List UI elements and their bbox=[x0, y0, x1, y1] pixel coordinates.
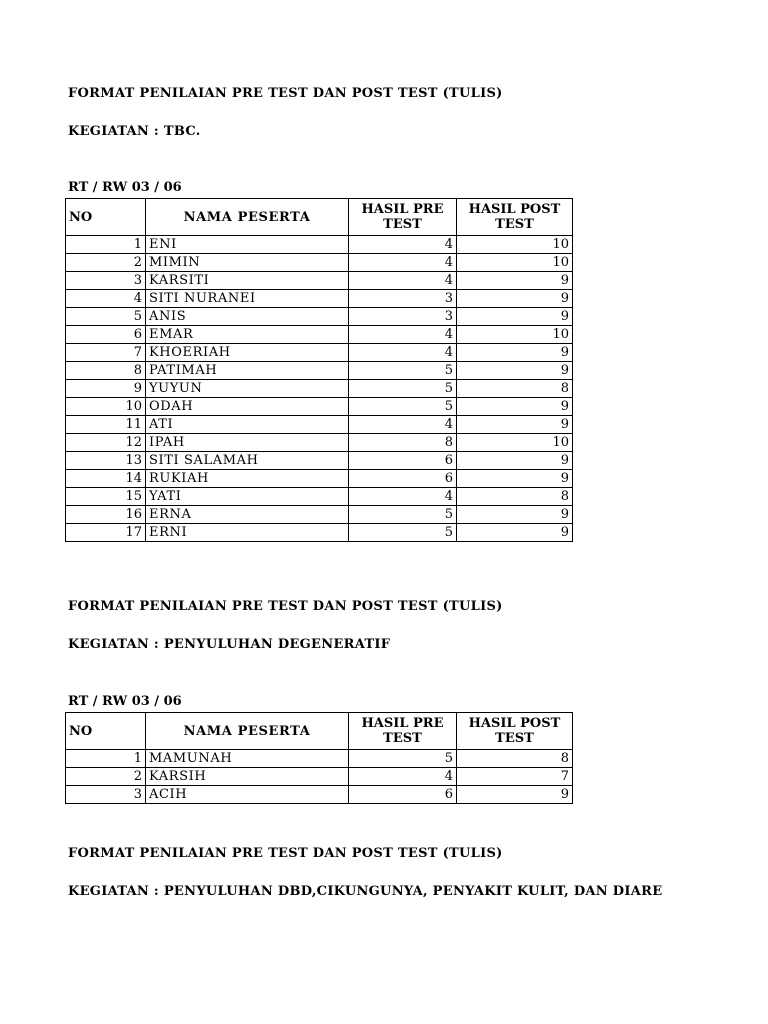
cell-hasil-pre-test: 5 bbox=[349, 398, 457, 416]
cell-nama-peserta: KARSIH bbox=[146, 768, 349, 786]
cell-no: 16 bbox=[66, 506, 146, 524]
cell-no: 12 bbox=[66, 434, 146, 452]
header-no: NO bbox=[66, 199, 146, 236]
cell-nama-peserta: MIMIN bbox=[146, 254, 349, 272]
header-nama-peserta: NAMA PESERTA bbox=[146, 199, 349, 236]
table-row bbox=[66, 506, 573, 524]
cell-hasil-post-test: 9 bbox=[457, 786, 573, 804]
cell-nama-peserta: MAMUNAH bbox=[146, 750, 349, 768]
header-hasil-pre-test: HASIL PRE TEST bbox=[349, 199, 457, 236]
cell-hasil-post-test: 9 bbox=[457, 290, 573, 308]
cell-no: 17 bbox=[66, 524, 146, 542]
table-row bbox=[66, 768, 573, 786]
header-hasil-pre-test: HASIL PRE TEST bbox=[349, 713, 457, 750]
cell-nama-peserta: SITI NURANEI bbox=[146, 290, 349, 308]
cell-hasil-pre-test: 4 bbox=[349, 344, 457, 362]
cell-hasil-pre-test: 6 bbox=[349, 786, 457, 804]
cell-no: 1 bbox=[66, 750, 146, 768]
header-hasil-post-test: HASIL POST TEST bbox=[457, 199, 573, 236]
section-2-kegiatan: KEGIATAN : PENYULUHAN DEGENERATIF bbox=[68, 637, 391, 652]
table-row bbox=[66, 362, 573, 380]
cell-hasil-pre-test: 4 bbox=[349, 488, 457, 506]
table-row bbox=[66, 308, 573, 326]
cell-no: 14 bbox=[66, 470, 146, 488]
cell-hasil-pre-test: 4 bbox=[349, 254, 457, 272]
cell-hasil-post-test: 8 bbox=[457, 750, 573, 768]
cell-no: 8 bbox=[66, 362, 146, 380]
cell-hasil-pre-test: 5 bbox=[349, 750, 457, 768]
cell-hasil-pre-test: 3 bbox=[349, 308, 457, 326]
cell-nama-peserta: ENI bbox=[146, 236, 349, 254]
cell-hasil-post-test: 9 bbox=[457, 416, 573, 434]
cell-nama-peserta: YATI bbox=[146, 488, 349, 506]
cell-hasil-post-test: 9 bbox=[457, 452, 573, 470]
cell-no: 3 bbox=[66, 786, 146, 804]
cell-nama-peserta: ERNA bbox=[146, 506, 349, 524]
cell-nama-peserta: IPAH bbox=[146, 434, 349, 452]
table-row bbox=[66, 750, 573, 768]
cell-nama-peserta: PATIMAH bbox=[146, 362, 349, 380]
cell-nama-peserta: YUYUN bbox=[146, 380, 349, 398]
cell-hasil-post-test: 10 bbox=[457, 236, 573, 254]
cell-nama-peserta: EMAR bbox=[146, 326, 349, 344]
cell-no: 5 bbox=[66, 308, 146, 326]
cell-hasil-post-test: 9 bbox=[457, 398, 573, 416]
section-2-title: FORMAT PENILAIAN PRE TEST DAN POST TEST (TULIS) bbox=[68, 599, 503, 614]
table-row bbox=[66, 236, 573, 254]
cell-hasil-pre-test: 4 bbox=[349, 326, 457, 344]
cell-no: 2 bbox=[66, 254, 146, 272]
table-row bbox=[66, 290, 573, 308]
cell-hasil-pre-test: 4 bbox=[349, 416, 457, 434]
table-row bbox=[66, 786, 573, 804]
section-1-score-table bbox=[65, 198, 573, 542]
cell-hasil-post-test: 9 bbox=[457, 344, 573, 362]
section-2-rt-rw: RT / RW 03 / 06 bbox=[68, 694, 182, 709]
cell-no: 7 bbox=[66, 344, 146, 362]
cell-hasil-post-test: 10 bbox=[457, 434, 573, 452]
cell-no: 13 bbox=[66, 452, 146, 470]
cell-nama-peserta: ACIH bbox=[146, 786, 349, 804]
cell-nama-peserta: KARSITI bbox=[146, 272, 349, 290]
cell-hasil-pre-test: 6 bbox=[349, 452, 457, 470]
cell-no: 9 bbox=[66, 380, 146, 398]
cell-hasil-pre-test: 4 bbox=[349, 768, 457, 786]
table-row bbox=[66, 380, 573, 398]
table-header-row bbox=[66, 199, 573, 236]
header-nama-peserta: NAMA PESERTA bbox=[146, 713, 349, 750]
table-row bbox=[66, 452, 573, 470]
table-row bbox=[66, 398, 573, 416]
cell-no: 15 bbox=[66, 488, 146, 506]
cell-hasil-pre-test: 3 bbox=[349, 290, 457, 308]
cell-hasil-pre-test: 8 bbox=[349, 434, 457, 452]
section-3-title: FORMAT PENILAIAN PRE TEST DAN POST TEST (TULIS) bbox=[68, 846, 503, 861]
cell-no: 1 bbox=[66, 236, 146, 254]
header-no: NO bbox=[66, 713, 146, 750]
cell-no: 11 bbox=[66, 416, 146, 434]
cell-hasil-post-test: 10 bbox=[457, 254, 573, 272]
cell-nama-peserta: KHOERIAH bbox=[146, 344, 349, 362]
table-row bbox=[66, 524, 573, 542]
section-1-kegiatan: KEGIATAN : TBC. bbox=[68, 124, 201, 139]
cell-no: 3 bbox=[66, 272, 146, 290]
section-3-kegiatan: KEGIATAN : PENYULUHAN DBD,CIKUNGUNYA, PENYAKIT KULIT, DAN DIARE bbox=[68, 884, 663, 899]
header-hasil-post-test: HASIL POST TEST bbox=[457, 713, 573, 750]
cell-hasil-post-test: 7 bbox=[457, 768, 573, 786]
cell-hasil-post-test: 9 bbox=[457, 272, 573, 290]
cell-hasil-pre-test: 5 bbox=[349, 506, 457, 524]
table-row bbox=[66, 272, 573, 290]
cell-nama-peserta: RUKIAH bbox=[146, 470, 349, 488]
cell-hasil-pre-test: 5 bbox=[349, 380, 457, 398]
cell-no: 6 bbox=[66, 326, 146, 344]
table-row bbox=[66, 488, 573, 506]
cell-no: 10 bbox=[66, 398, 146, 416]
table-row bbox=[66, 416, 573, 434]
cell-hasil-pre-test: 6 bbox=[349, 470, 457, 488]
cell-hasil-pre-test: 4 bbox=[349, 272, 457, 290]
table-row bbox=[66, 344, 573, 362]
cell-nama-peserta: ANIS bbox=[146, 308, 349, 326]
cell-hasil-post-test: 8 bbox=[457, 380, 573, 398]
cell-nama-peserta: ATI bbox=[146, 416, 349, 434]
table-row bbox=[66, 434, 573, 452]
cell-hasil-post-test: 8 bbox=[457, 488, 573, 506]
cell-hasil-pre-test: 5 bbox=[349, 362, 457, 380]
cell-hasil-post-test: 10 bbox=[457, 326, 573, 344]
cell-hasil-post-test: 9 bbox=[457, 362, 573, 380]
cell-hasil-pre-test: 5 bbox=[349, 524, 457, 542]
cell-hasil-pre-test: 4 bbox=[349, 236, 457, 254]
section-1-title: FORMAT PENILAIAN PRE TEST DAN POST TEST (TULIS) bbox=[68, 86, 503, 101]
table-row bbox=[66, 326, 573, 344]
cell-nama-peserta: ODAH bbox=[146, 398, 349, 416]
cell-no: 4 bbox=[66, 290, 146, 308]
section-1-rt-rw: RT / RW 03 / 06 bbox=[68, 180, 182, 195]
table-header-row bbox=[66, 713, 573, 750]
cell-hasil-post-test: 9 bbox=[457, 308, 573, 326]
table-row bbox=[66, 470, 573, 488]
cell-hasil-post-test: 9 bbox=[457, 506, 573, 524]
cell-nama-peserta: ERNI bbox=[146, 524, 349, 542]
table-row bbox=[66, 254, 573, 272]
section-2-score-table bbox=[65, 712, 573, 804]
cell-hasil-post-test: 9 bbox=[457, 470, 573, 488]
cell-no: 2 bbox=[66, 768, 146, 786]
cell-hasil-post-test: 9 bbox=[457, 524, 573, 542]
cell-nama-peserta: SITI SALAMAH bbox=[146, 452, 349, 470]
